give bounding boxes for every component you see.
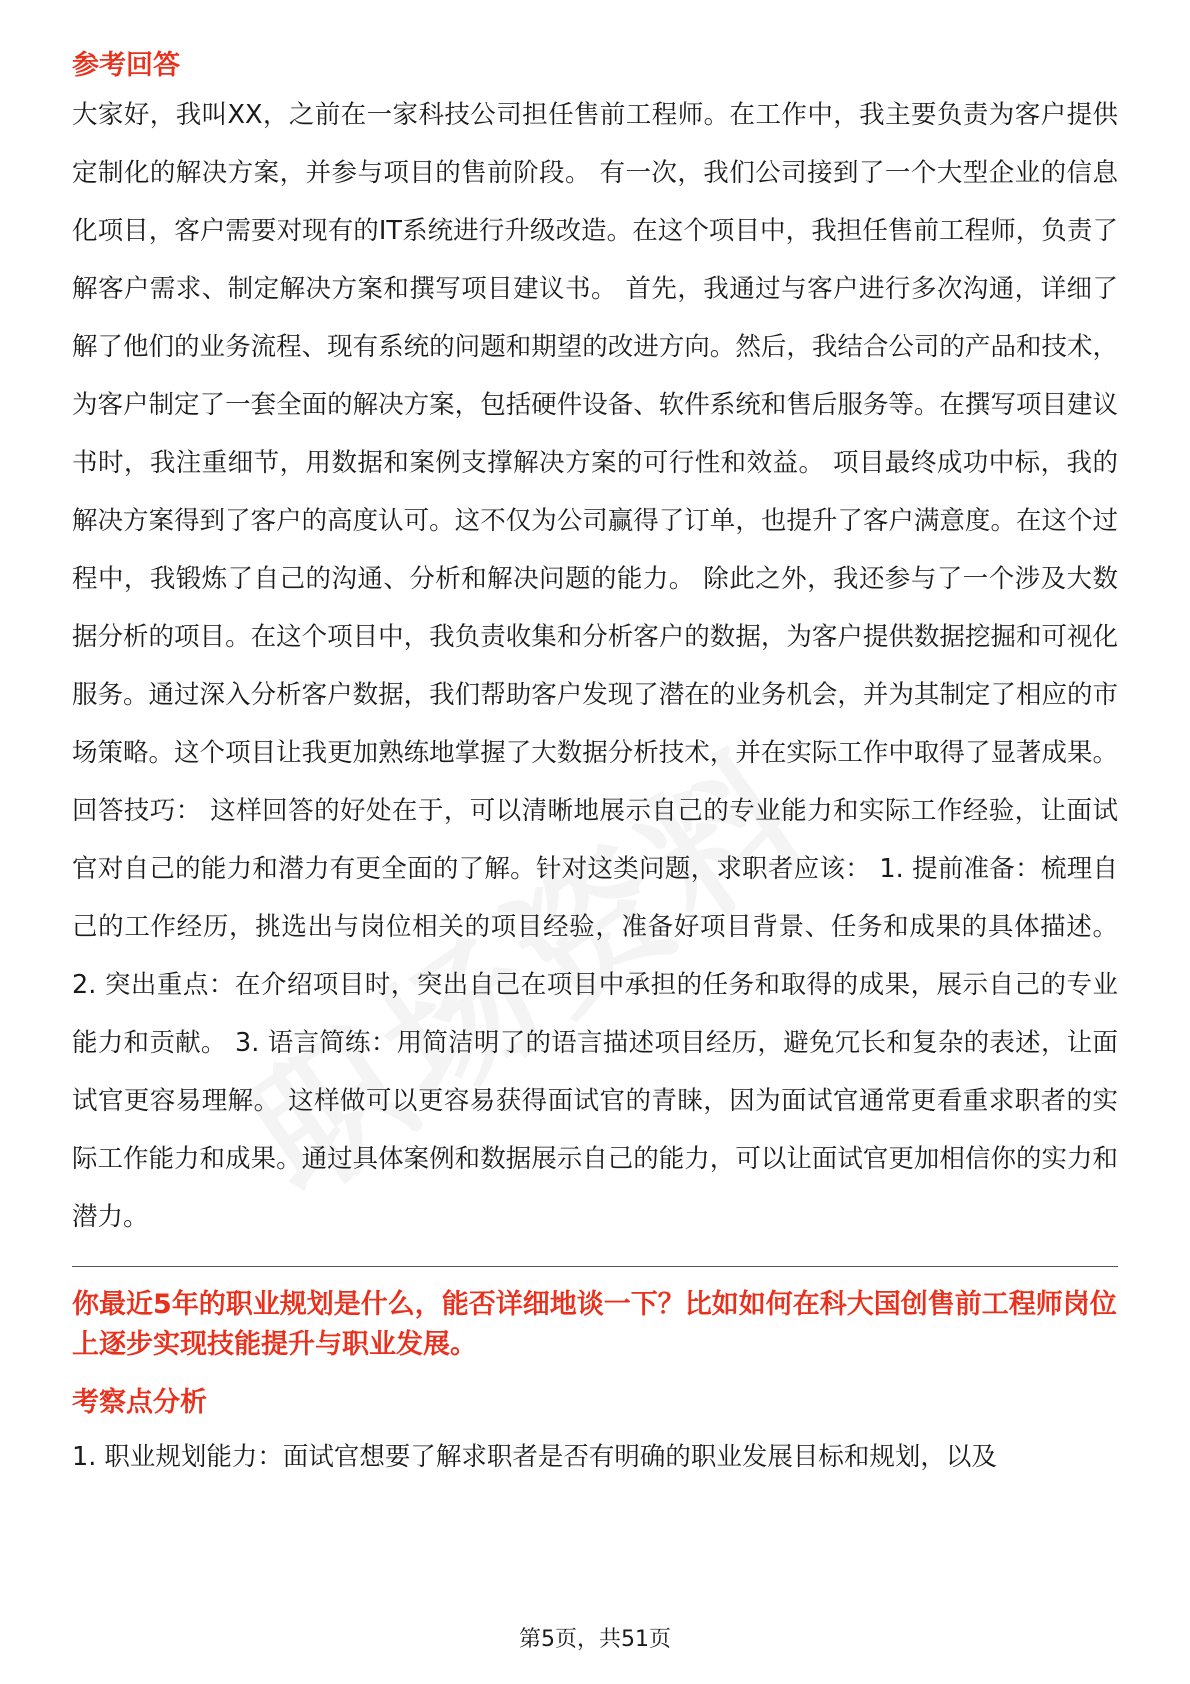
reference-answer-heading: 参考回答 xyxy=(72,50,180,81)
interview-question: 你最近5年的职业规划是什么，能否详细地谈一下？比如如何在科大国创售前工程师岗位上逐步实现技能提升与职业发展。 xyxy=(72,1289,1117,1360)
analysis-heading: 考察点分析 xyxy=(72,1387,207,1418)
document-content xyxy=(72,46,1118,1479)
analysis-body: 1. 职业规划能力：面试官想要了解求职者是否有明确的职业发展目标和规划，以及 xyxy=(72,1442,997,1472)
section-divider xyxy=(72,1266,1118,1267)
reference-answer-body: 大家好，我叫XX，之前在一家科技公司担任售前工程师。在工作中，我主要负责为客户提供定制化的解决方案，并参与项目的售前阶段。 有一次，我们公司接到了一个大型企业的信息化项目，客户需要对现有的IT系统进行升级改造。在这个项目中，我担任售前工程师，负责了解客户需求、制定解决方案和撰写项目建议书。 首先，我通过与客户进行多次沟通，详细了解了他们的业务流程、现有系统的问题和期望的改进方向。然后，我结合公司的产品和技术，为客户制定了一套全面的解决方案，包括硬件设备、软件系统和售后服务等。在撰写项目建议书时，我注重细节，用数据和案例支撑解决方案的可行性和效益。 项目最终成功中标，我的解决方案得到了客户的高度认可。这不仅为公司赢得了订单，也提升了客户满意度。在这个过程中，我锻炼了自己的沟通、分析和解决问题的能力。 除此之外，我还参与了一个涉及大数据分析的项目。在这个项目中，我负责收集和分析客户的数据，为客户提供数据挖掘和可视化服务。通过深入分析客户数据，我们帮助客户发现了潜在的业务机会，并为其制定了相应的市场策略。这个项目让我更加熟练地掌握了大数据分析技术，并在实际工作中取得了显著成果。 回答技巧： 这样回答的好处在于，可以清晰地展示自己的专业能力和实际工作经验，让面试官对自己的能力和潜力有更全面的了解。针对这类问题，求职者应该： 1. 提前准备：梳理自己的工作经历，挑选出与岗位相关的项目经验，准备好项目背景、任务和成果的具体描述。 2. 突出重点：在介绍项目时，突出自己在项目中承担的任务和取得的成果，展示自己的专业能力和贡献。 3. 语言简练：用简洁明了的语言描述项目经历，避免冗长和复杂的表述，让面试官更容易理解。 这样做可以更容易获得面试官的青睐，因为面试官通常更看重求职者的实际工作能力和成果。通过具体案例和数据展示自己的能力，可以让面试官更加相信你的实力和潜力。 xyxy=(72,100,1118,1232)
page-number: 第5页，共51页 xyxy=(519,1627,671,1652)
